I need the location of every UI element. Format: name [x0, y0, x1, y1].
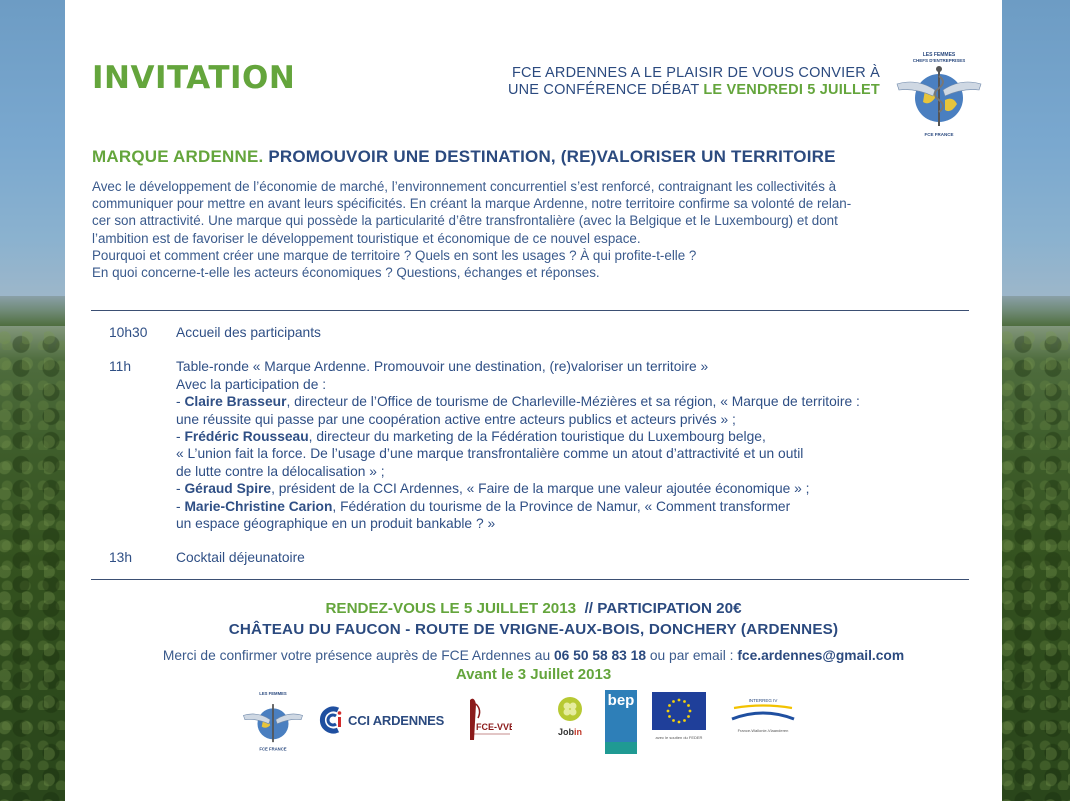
program-time: 10h30: [109, 325, 148, 340]
participation-label: Avec la participation de :: [176, 376, 327, 392]
invite-line-2: [508, 82, 880, 99]
speaker-dash: -: [176, 481, 185, 497]
logo-text-top-1: LES FEMMES: [922, 52, 956, 58]
speaker-topic: de lutte contre la délocalisation » ;: [176, 463, 385, 479]
hills: [1002, 296, 1070, 326]
headline-brand: MARQUE ARDENNE.: [92, 147, 264, 166]
intro-line: communiquer pour mettre en avant leurs spécificités. En créant la marque Ardenne, notre territoire confirme sa volonté de relan-: [92, 196, 852, 212]
jobin-label: Jobin: [557, 727, 582, 737]
program-text: Cocktail déjeunatoire: [176, 550, 305, 566]
svg-text:FCE-VVB: FCE-VVB: [476, 722, 512, 732]
rendezvous-date: RENDEZ-VOUS LE 5 JUILLET 2013: [325, 600, 577, 617]
roundtable-title: Table-ronde « Marque Ardenne. Promouvoir une destination, (re)valoriser un territoire »: [176, 359, 709, 375]
speaker-entry: [176, 498, 939, 515]
sponsor-logo-interreg: INTERREG IV France-Wallonie-Vlaanderen: [730, 698, 796, 733]
feder-caption: avec le soutien du FEDER: [655, 735, 703, 740]
logo-text-bottom: FCE FRANCE: [924, 132, 954, 137]
rsvp-deadline: Avant le 3 Juillet 2013: [455, 666, 612, 683]
speaker-topic: « L’union fait la force. De l’usage d’une marque transfrontalière comme un atout d’attractivité et un outil: [176, 446, 804, 462]
invitation-title: INVITATION: [92, 60, 296, 96]
sponsor-logo-cci-ardennes: [318, 706, 444, 734]
interreg-subtitle: France-Wallonie-Vlaanderen: [737, 728, 789, 733]
forest: [0, 330, 65, 801]
program-time: 13h: [109, 550, 133, 566]
speaker-details: , président de la CCI Ardennes, « Faire de la marque une valeur ajoutée économique » ;: [271, 481, 810, 497]
headline-subject: PROMOUVOIR UNE DESTINATION, (RE)VALORISER UN TERRITOIRE: [263, 147, 836, 166]
speaker-name: Géraud Spire: [184, 481, 272, 497]
hills: [0, 296, 65, 326]
cci-icon: [318, 706, 344, 734]
cci-label: CCI ARDENNES: [348, 712, 445, 728]
eu-flag-icon: [652, 692, 706, 730]
program-item: [109, 358, 939, 532]
rsvp-phone[interactable]: 06 50 58 83 18: [553, 648, 647, 663]
background-landscape-left: [0, 0, 65, 801]
invite-line-1: FCE ARDENNES A LE PLAISIR DE VOUS CONVIER À: [512, 65, 880, 81]
program-time: 11h: [109, 359, 131, 375]
program-item: [109, 324, 939, 341]
program-item: [109, 549, 939, 566]
fce-france-logo: [895, 50, 983, 138]
intro-line: En quoi concerne-t-elle les acteurs économiques ? Questions, échanges et réponses.: [92, 265, 600, 281]
rendezvous-line: [65, 600, 1002, 617]
sponsor-logos: [240, 688, 800, 758]
program-schedule: [109, 324, 939, 567]
rsvp-mid: ou par email :: [646, 648, 738, 663]
intro-line: cer son attractivité. Une marque qui possède la particularité d’être transfrontalière (avec la Belgique et le Luxembourg) et dont: [92, 213, 838, 229]
speaker-entry: [176, 393, 939, 410]
intro-line: Avec le développement de l’économie de marché, l’environnement concurrentiel s’est renforcé, contraignant les collectivités à: [92, 179, 837, 194]
interreg-wave-icon: [730, 703, 796, 723]
headline: [92, 147, 836, 167]
event-date-highlight: LE VENDREDI 5 JUILLET: [703, 82, 880, 98]
divider-top: [91, 310, 969, 311]
speaker-dash: -: [176, 394, 185, 410]
logo-text-top-2: CHEFS D'ENTREPRISES: [912, 58, 966, 63]
program-roundtable: [176, 358, 939, 532]
venue-address: CHÂTEAU DU FAUCON - ROUTE DE VRIGNE-AUX-BOIS, DONCHERY (ARDENNES): [228, 621, 839, 638]
speaker-entry: [176, 480, 939, 497]
sponsor-logo-bep: bep: [605, 690, 637, 754]
jobin-clover-icon: [557, 696, 583, 722]
rsvp-line: [65, 648, 1002, 663]
intro-paragraph: [92, 178, 952, 281]
svg-text:FCE FRANCE: FCE FRANCE: [259, 746, 287, 752]
forest: [1002, 330, 1070, 801]
invite-line-2-prefix: UNE CONFÉRENCE DÉBAT: [507, 82, 704, 98]
speaker-topic: un espace géographique en un produit bankable ? »: [176, 516, 496, 532]
invite-statement: [508, 65, 880, 99]
speaker-details: , Fédération du tourisme de la Province de Namur, « Comment transformer: [332, 498, 791, 514]
speaker-dash: -: [176, 429, 185, 445]
sponsor-logo-fce-france: [242, 690, 304, 752]
participation-fee: // PARTICIPATION 20€: [576, 600, 742, 617]
speaker-topic: une réussite qui passe par une coopération active entre acteurs publics et acteurs privés » ;: [176, 411, 736, 427]
divider-bottom: [91, 579, 969, 580]
speaker-name: Claire Brasseur: [184, 394, 287, 410]
speaker-dash: -: [176, 498, 185, 514]
svg-text:LES FEMMES: LES FEMMES: [259, 690, 287, 696]
speaker-details: , directeur du marketing de la Fédération touristique du Luxembourg belge,: [308, 429, 766, 445]
intro-line: Pourquoi et comment créer une marque de territoire ? Quels en sont les usages ? À qui profite-t-elle ?: [92, 247, 697, 263]
speaker-name: Frédéric Rousseau: [184, 429, 309, 445]
speaker-name: Marie-Christine Carion: [184, 498, 333, 514]
program-text: Accueil des participants: [176, 325, 321, 340]
background-landscape-right: [1002, 0, 1070, 801]
intro-line: l’ambition est de favoriser le développement touristique et économique de ce nouvel espace.: [92, 230, 641, 246]
sponsor-logo-eu-feder: [652, 692, 706, 740]
sponsor-logo-jobin: [546, 696, 594, 737]
invitation-panel: [65, 0, 1002, 801]
sponsor-logo-fce-vvb: [462, 694, 512, 744]
rsvp-prefix: Merci de confirmer votre présence auprès de FCE Ardennes au: [162, 648, 554, 663]
rsvp-email-link[interactable]: fce.ardennes@gmail.com: [737, 648, 905, 663]
speaker-entry: [176, 428, 939, 445]
speaker-details: , directeur de l’Office de tourisme de Charleville-Mézières et sa région, « Marque de territoire :: [286, 394, 860, 410]
